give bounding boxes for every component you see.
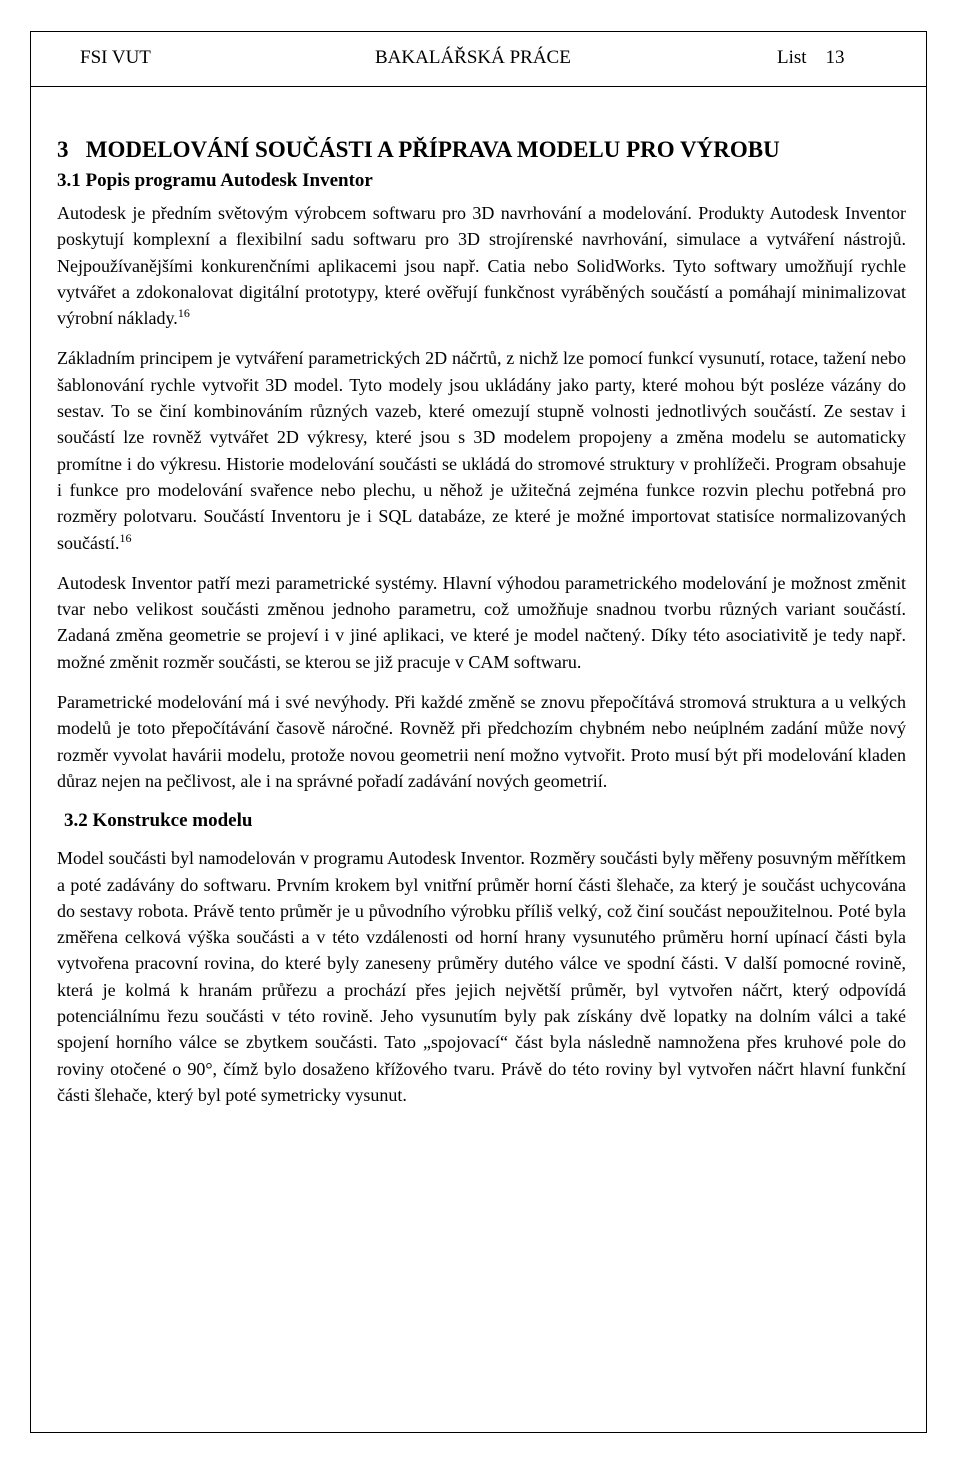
section-title: 3.2 Konstrukce modelu: [64, 810, 253, 832]
header-faculty: FSI VUT: [80, 47, 151, 68]
footnote-ref: 16: [119, 530, 132, 545]
page-content: [57, 133, 906, 1122]
page-header: [30, 31, 927, 87]
chapter-title: 3 MODELOVÁNÍ SOUČÁSTI A PŘÍPRAVA MODELU PRO VÝROBU: [57, 137, 780, 162]
paragraph: Autodesk Inventor patří mezi parametrické systémy. Hlavní výhodou parametrického modelování je možnost změnit tvar nebo velikost součásti změnou jednoho parametru, což umožňuje snadnou tvorbu různých variant součástí. Zadaná změna geometrie se projeví i v jiné aplikaci, ve které je model načtený. Díky této asociativitě je tedy např. možné změnit rozměr součásti, se kterou se již pracuje v CAM softwaru.: [57, 572, 906, 672]
footnote-ref: 16: [177, 306, 190, 321]
header-page-number: List 13: [777, 47, 845, 68]
paragraph: Model součásti byl namodelován v programu Autodesk Inventor. Rozměry součásti byly měřeny posuvným měřítkem a poté zadávány do softwaru. Prvním krokem byl vnitřní průměr horní části šlehače, za který je součást uchycována do sestavy robota. Právě tento průměr je u původního výrobku příliš velký, což činí součást nepoužitelnou. Poté byla změřena celková výška součásti a v této vzdálenosti od horní hrany vysunutého průměru horní upínací části byla vytvořena pracovní rovina, do které byly zaneseny průměry dutého válce ve spodní části. V další pomocné rovině, která je kolmá k hranám průřezu a prochází přes jejich největší průměr, byl vytvořen náčrt, který odpovídá potenciálnímu řezu součásti v této rovině. Jeho vysunutím byly pak získány dvě lopatky na dolním válci a také spojení horního válce se zbytkem součásti. Tato „spojovací“ část byla následně namnožena přes kruhové pole do roviny otočené o 90°, čímž bylo dosaženo křížového tvaru. Právě do této roviny byl vytvořen náčrt hlavní funkční části šlehače, který byl poté symetricky vysunut.: [57, 848, 906, 1105]
section-title: 3.1 Popis programu Autodesk Inventor: [57, 170, 373, 191]
paragraph: Základním principem je vytváření parametrických 2D náčrtů, z nichž lze pomocí funkcí vysunutí, rotace, tažení nebo šablonování rychle vytvořit 3D model. Tyto modely jsou ukládány jako party, které mohou být posléze vázány do sestav. To se činí kombinováním různých vazeb, které omezují stupně volnosti jednotlivých součástí. Ze sestav i součástí lze rovněž vytvářet 2D výkresy, které jsou s 3D modelem propojeny a změna modelu se automaticky promítne i do výkresu. Historie modelování součásti se ukládá do stromové struktury v prohlížeči. Program obsahuje i funkce pro modelování svařence nebo plechu, u něhož je užitečná zejména funkce rozvin plechu potřebná pro rozměry polotvaru. Součástí Inventoru je i SQL databáze, ze které je možné importovat statisíce normalizovaných součástí.$^{16}$: [57, 348, 906, 553]
paragraph: Parametrické modelování má i své nevýhody. Při každé změně se znovu přepočítává stromová struktura a u velkých modelů je toto přepočítávání časově náročné. Rovněž při předchozím chybném nebo neúplném zadání může nový rozměr vyvolat havárii modelu, protože novou geometrii není možno vytvořit. Proto musí být při modelování kladen důraz nejen na pečlivost, ale i na správné pořadí zadávání nových geometrií.: [57, 692, 906, 791]
paragraph: Autodesk je předním světovým výrobcem softwaru pro 3D navrhování a modelování. Produkty Autodesk Inventor poskytují komplexní a flexibilní sadu softwaru pro 3D strojírenské navrhování, simulace a vytváření nástrojů. Nejpoužívanějšími konkurenčními aplikacemi jsou např. Catia nebo SolidWorks. Tyto softwary umožňují rychle vytvářet a zdokonalovat digitální prototypy, které ověřují funkčnost vyráběných součástí a pomáhají minimalizovat výrobní náklady.$^{16}$: [57, 203, 906, 329]
header-thesis-type: BAKALÁŘSKÁ PRÁCE: [375, 47, 571, 68]
